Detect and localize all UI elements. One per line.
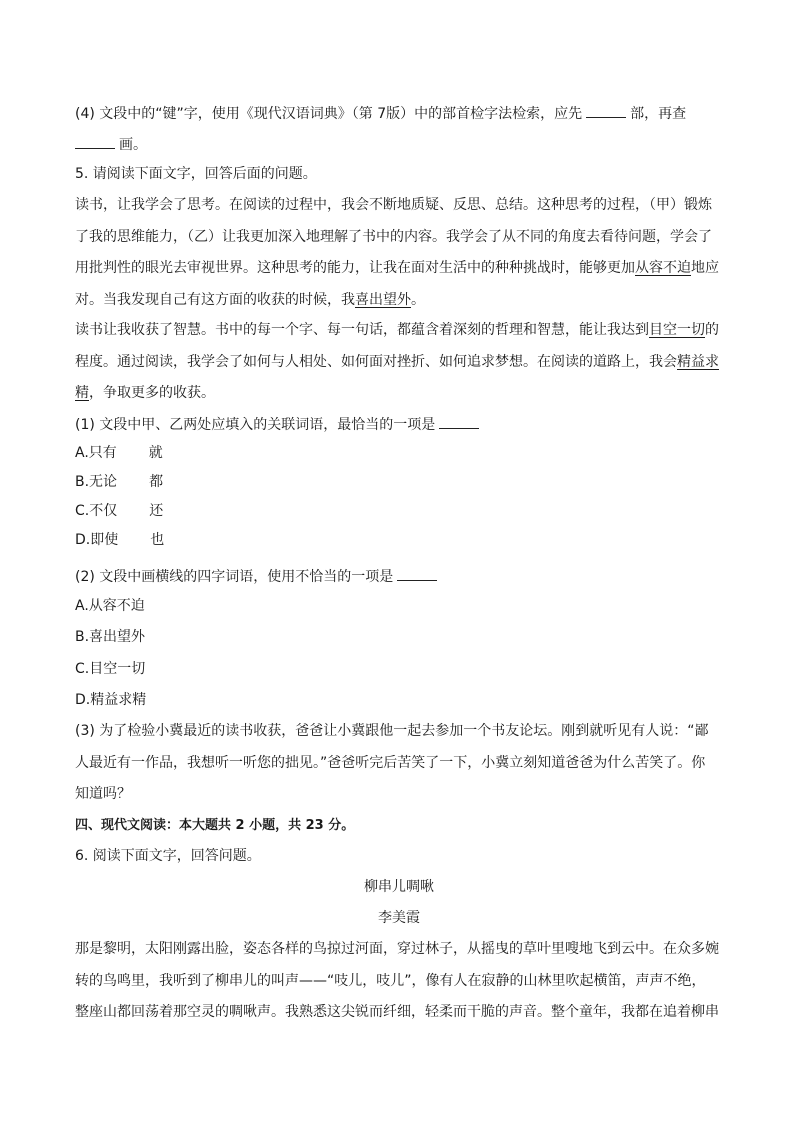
section-title: 四、现代文阅读：本大题共 2 小题，共 23 分。: [75, 818, 355, 833]
q6-heading: 6. 阅读下面文字，回答问题。: [75, 848, 261, 864]
underlined-idiom: 喜出望外: [355, 292, 411, 308]
q5-passage-line: 程度。通过阅读，我学会了如何与人相处、如何面对挫折、如何追求梦想。在阅读的道路上，我会精益求: [75, 354, 719, 370]
q5-sub3-line: 知道吗？: [75, 786, 131, 802]
q5-sub3-line: (3) 为了检验小冀最近的读书收获，爸爸让小冀跟他一起去参加一个书友论坛。刚到就听见有人说：“鄙: [75, 723, 709, 739]
q5-sub2-option-d[interactable]: D.精益求精: [75, 692, 147, 708]
q5-sub1-option-b[interactable]: B.无论 都: [75, 474, 164, 490]
article-line: 整座山都回荡着那空灵的啁啾声。我熟悉这尖锐而纤细，轻柔而干脆的声音。整个童年，我都在追着柳串: [75, 1004, 719, 1020]
underlined-idiom: 从容不迫: [635, 260, 691, 276]
q5-sub2-option-c[interactable]: C.目空一切: [75, 661, 146, 677]
q5-sub3-line: 人最近有一作品，我想听一听您的拙见。”爸爸听完后苦笑了一下，小冀立刻知道爸爸为什么苦笑了。你: [75, 755, 706, 771]
q5-passage-line: 用批判性的眼光去审视世界。这种思考的能力，让我在面对生活中的种种挑战时，能够更加从容不迫地应: [75, 260, 719, 276]
q5-passage-line: 了我的思维能力，（乙）让我更加深入地理解了书中的内容。我学会了从不同的角度去看待问题，学会了: [75, 229, 712, 245]
q5-passage-line: 精，争取更多的收获。: [75, 385, 215, 401]
answer-blank[interactable]: [397, 566, 437, 581]
article-line: 那是黎明，太阳刚露出脸，姿态各样的鸟掠过河面，穿过林子，从摇曳的草叶里嗖地飞到云中。在众多婉: [75, 941, 719, 957]
article-line: 转的鸟鸣里，我听到了柳串儿的叫声——“吱儿，吱儿”，像有人在寂静的山林里吹起横笛，声声不绝，: [75, 973, 706, 989]
q5-sub1-option-a[interactable]: A.只有 就: [75, 445, 163, 461]
q5-heading: 5. 请阅读下面文字，回答后面的问题。: [75, 166, 317, 182]
underlined-idiom: 精: [75, 385, 89, 401]
q5-sub2-option-a[interactable]: A.从容不迫: [75, 598, 145, 614]
q4-sub4-line1: (4) 文段中的“键”字，使用《现代汉语词典》（第 7版）中的部首检字法检索，应先 部，再查: [75, 103, 686, 124]
q5-sub1-option-d[interactable]: D.即使 也: [75, 532, 165, 548]
q5-sub2-option-b[interactable]: B.喜出望外: [75, 629, 146, 645]
article-title: 柳串儿啁啾: [364, 879, 434, 895]
answer-blank[interactable]: [75, 134, 115, 149]
underlined-idiom: 目空一切: [649, 322, 705, 338]
article-author: 李美霞: [378, 910, 420, 926]
q4-sub4-line2: 画。: [75, 134, 147, 155]
q5-sub1-option-c[interactable]: C.不仅 还: [75, 503, 164, 519]
answer-blank[interactable]: [586, 103, 626, 118]
q5-passage-line: 读书，让我学会了思考。在阅读的过程中，我会不断地质疑、反思、总结。这种思考的过程，（甲）锻炼: [75, 197, 712, 213]
q5-sub2-question: (2) 文段中画横线的四字词语，使用不恰当的一项是: [75, 566, 441, 587]
q5-sub1-question: (1) 文段中甲、乙两处应填入的关联词语，最恰当的一项是: [75, 414, 483, 435]
underlined-idiom: 精益求: [677, 354, 719, 370]
answer-blank[interactable]: [439, 414, 479, 429]
q5-passage-line: 对。当我发现自己有这方面的收获的时候，我喜出望外。: [75, 292, 425, 308]
q5-passage-line: 读书让我收获了智慧。书中的每一个字、每一句话，都蕴含着深刻的哲理和智慧，能让我达到目空一切的: [75, 322, 719, 338]
